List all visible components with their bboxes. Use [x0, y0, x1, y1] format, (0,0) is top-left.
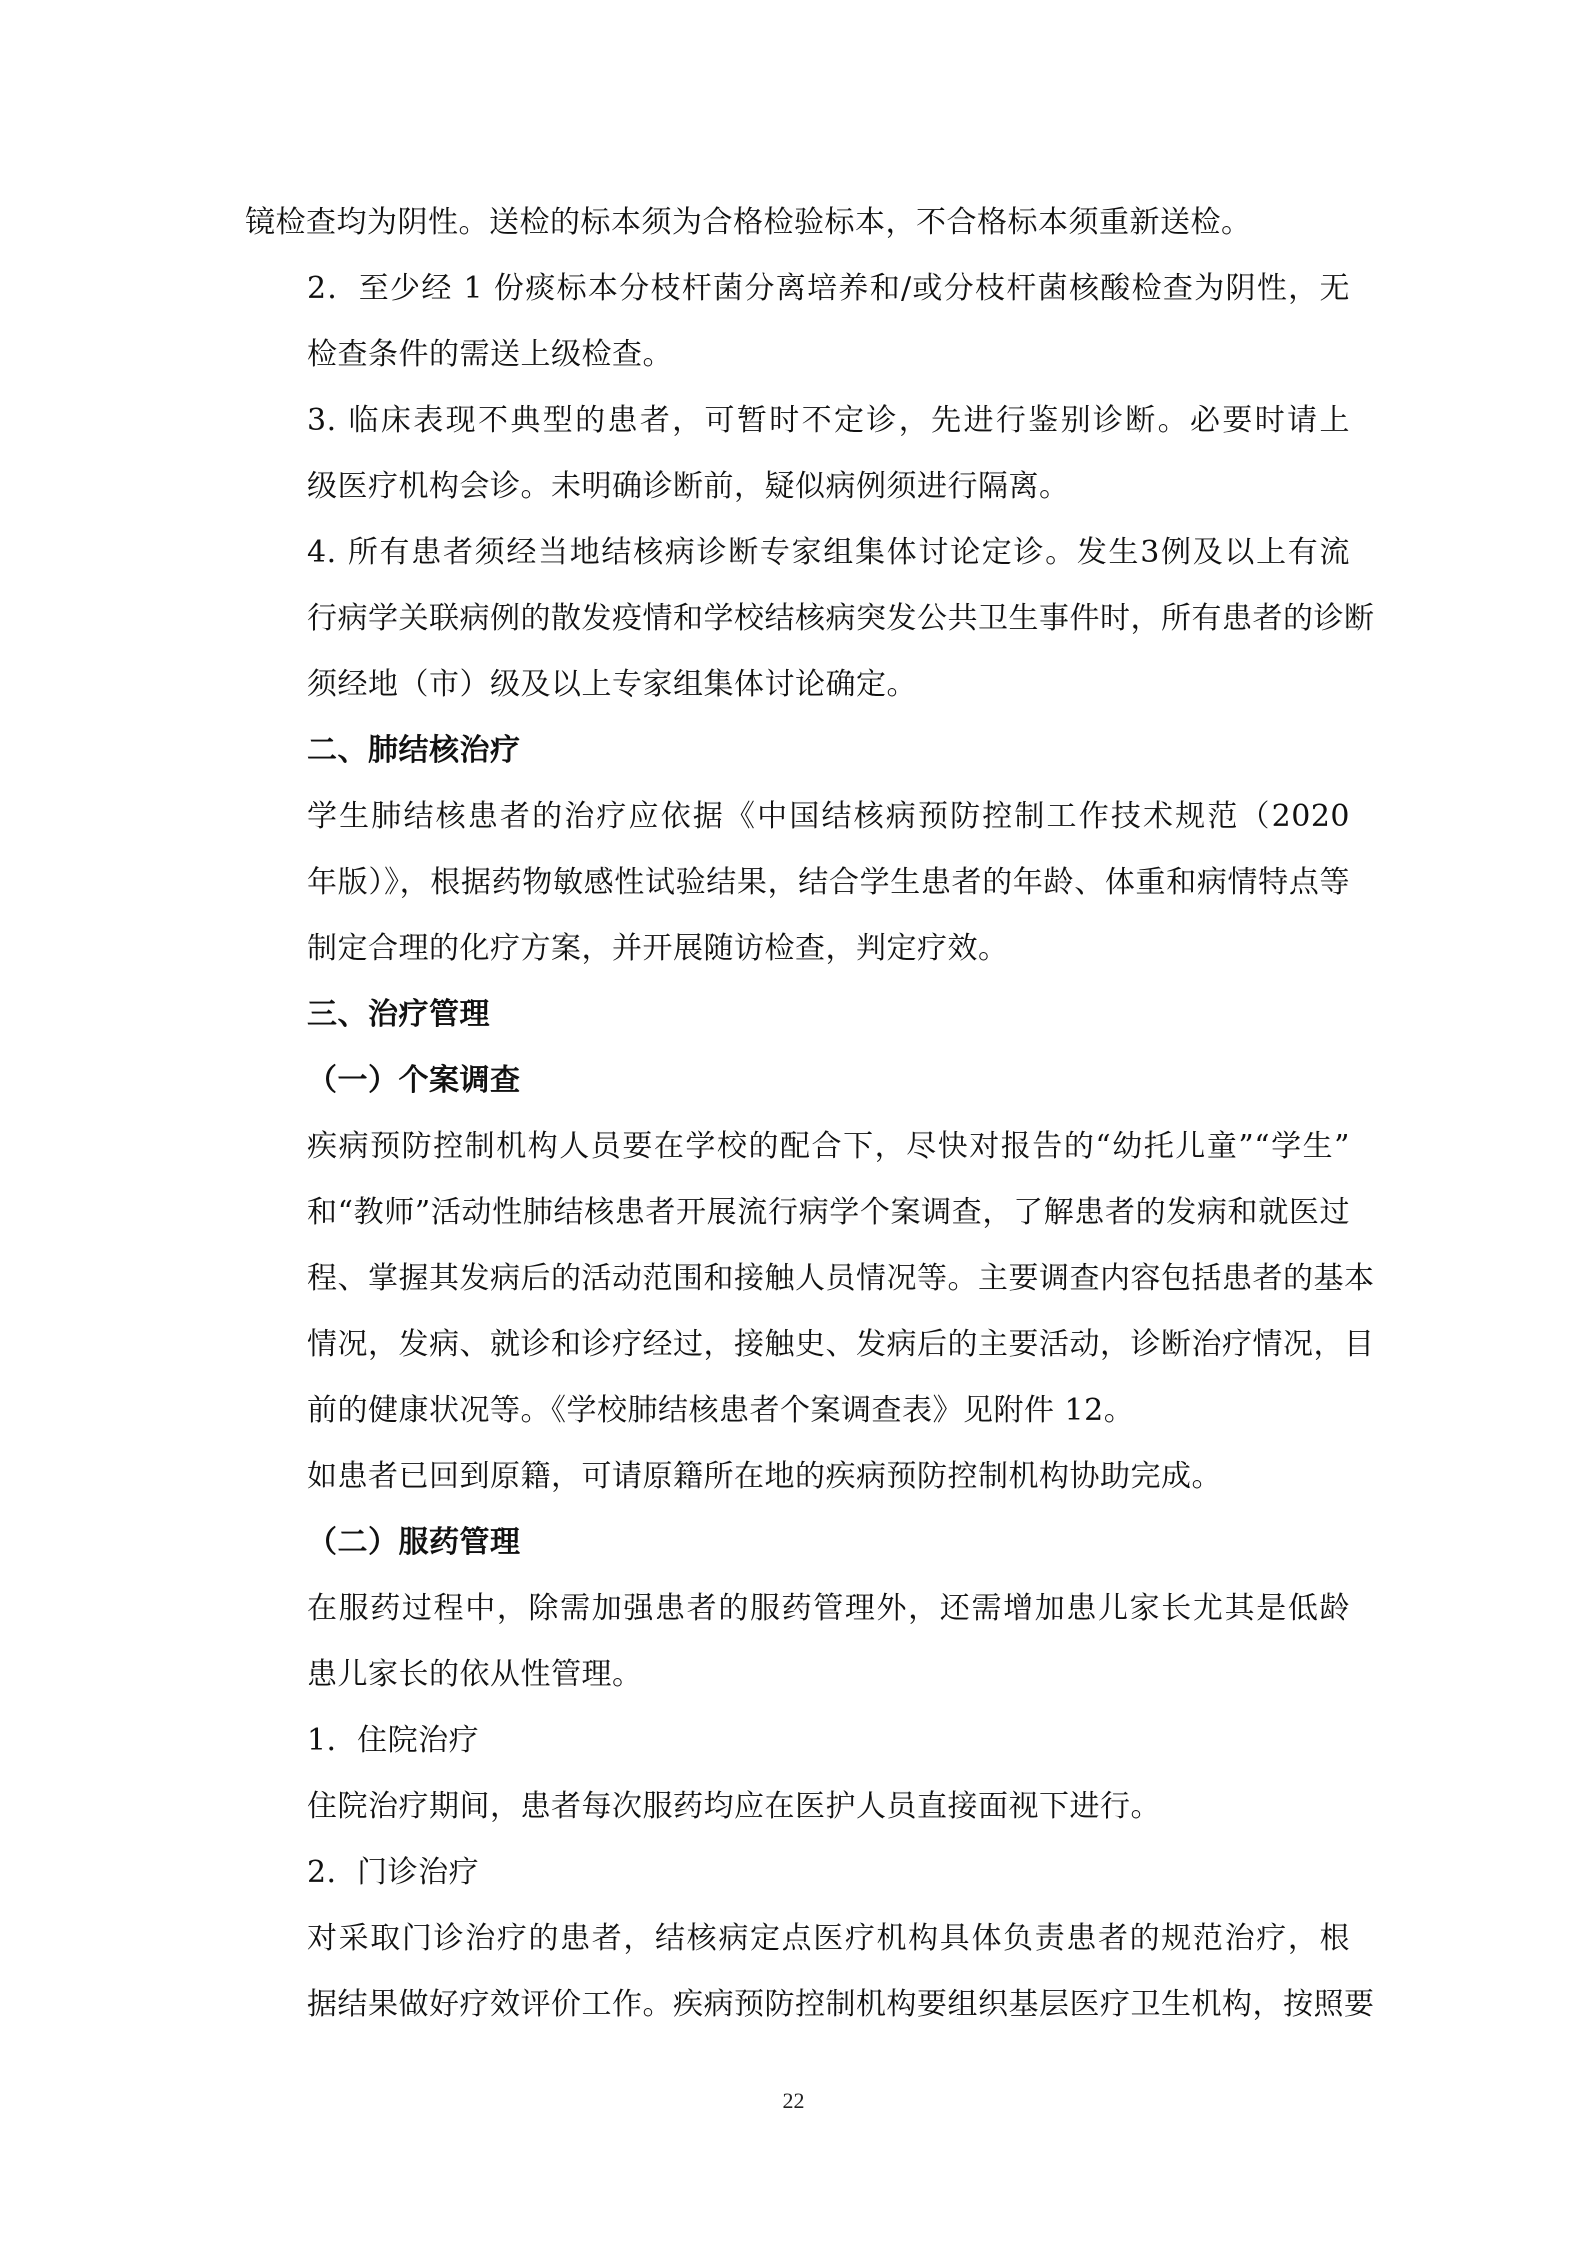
body-paragraph: [245, 190, 1350, 256]
document-body: [245, 190, 1375, 2038]
body-paragraph: [245, 1840, 1350, 1906]
paragraph-line: 程、掌握其发病后的活动范围和接触人员情况等。主要调查内容包括患者的基本: [307, 1261, 1375, 1296]
page-number: 22: [782, 2088, 805, 2113]
paragraph-line: 据结果做好疗效评价工作。疾病预防控制机构要组织基层医疗卫生机构，按照要: [307, 1987, 1375, 2022]
body-paragraph: [245, 388, 1350, 520]
paragraph-line: 前的健康状况等。《学校肺结核患者个案调查表》见附件 12。: [307, 1393, 1135, 1428]
paragraph-line: 1．住院治疗: [307, 1723, 480, 1758]
paragraph-line: 在服药过程中，除需加强患者的服药管理外，还需增加患儿家长尤其是低龄: [307, 1591, 1350, 1626]
paragraph-line: 须经地（市）级及以上专家组集体讨论确定。: [307, 667, 917, 702]
paragraph-line: 患儿家长的依从性管理。: [307, 1657, 643, 1692]
paragraph-line: 年版）》，根据药物敏感性试验结果，结合学生患者的年龄、体重和病情特点等: [307, 865, 1350, 900]
paragraph-line: 4. 所有患者须经当地结核病诊断专家组集体讨论定诊。发生3例及以上有流: [307, 535, 1350, 570]
paragraph-line: 行病学关联病例的散发疫情和学校结核病突发公共卫生事件时，所有患者的诊断: [307, 601, 1375, 636]
paragraph-line: 情况，发病、就诊和诊疗经过，接触史、发病后的主要活动，诊断治疗情况，目: [307, 1327, 1375, 1362]
section-heading: 三、治疗管理: [307, 997, 490, 1032]
body-paragraph: [245, 520, 1375, 718]
section-heading: 二、肺结核治疗: [307, 733, 521, 768]
paragraph-line: 镜检查均为阴性。送检的标本须为合格检验标本，不合格标本须重新送检。: [245, 205, 1252, 240]
paragraph-line: 对采取门诊治疗的患者，结核病定点医疗机构具体负责患者的规范治疗，根: [307, 1921, 1350, 1956]
paragraph-line: 检查条件的需送上级检查。: [307, 337, 673, 372]
body-paragraph: [245, 256, 1350, 388]
subsection-heading: （二）服药管理: [307, 1525, 521, 1560]
body-paragraph: [245, 1576, 1350, 1708]
paragraph-line: 住院治疗期间，患者每次服药均应在医护人员直接面视下进行。: [307, 1789, 1161, 1824]
body-paragraph: [245, 1708, 1350, 1774]
paragraph-line: 疾病预防控制机构人员要在学校的配合下，尽快对报告的“幼托儿童”“学生”: [307, 1129, 1350, 1164]
body-paragraph: [245, 1774, 1350, 1840]
body-paragraph: [245, 784, 1350, 982]
paragraph-line: 和“教师”活动性肺结核患者开展流行病学个案调查，了解患者的发病和就医过: [307, 1195, 1350, 1230]
paragraph-line: 如患者已回到原籍，可请原籍所在地的疾病预防控制机构协助完成。: [307, 1459, 1222, 1494]
paragraph-line: 学生肺结核患者的治疗应依据《中国结核病预防控制工作技术规范（2020: [307, 799, 1350, 834]
subsection-heading: （一）个案调查: [307, 1063, 521, 1098]
body-paragraph: [245, 1444, 1350, 1510]
body-paragraph: [245, 1906, 1375, 2038]
paragraph-line: 级医疗机构会诊。未明确诊断前，疑似病例须进行隔离。: [307, 469, 1070, 504]
paragraph-line: 2．门诊治疗: [307, 1855, 480, 1890]
paragraph-line: 制定合理的化疗方案，并开展随访检查，判定疗效。: [307, 931, 1009, 966]
body-paragraph: [245, 1114, 1375, 1444]
paragraph-line: 2．至少经 1 份痰标本分枝杆菌分离培养和/或分枝杆菌核酸检查为阴性，无: [307, 271, 1350, 306]
paragraph-line: 3. 临床表现不典型的患者，可暂时不定诊，先进行鉴别诊断。必要时请上: [307, 403, 1350, 438]
